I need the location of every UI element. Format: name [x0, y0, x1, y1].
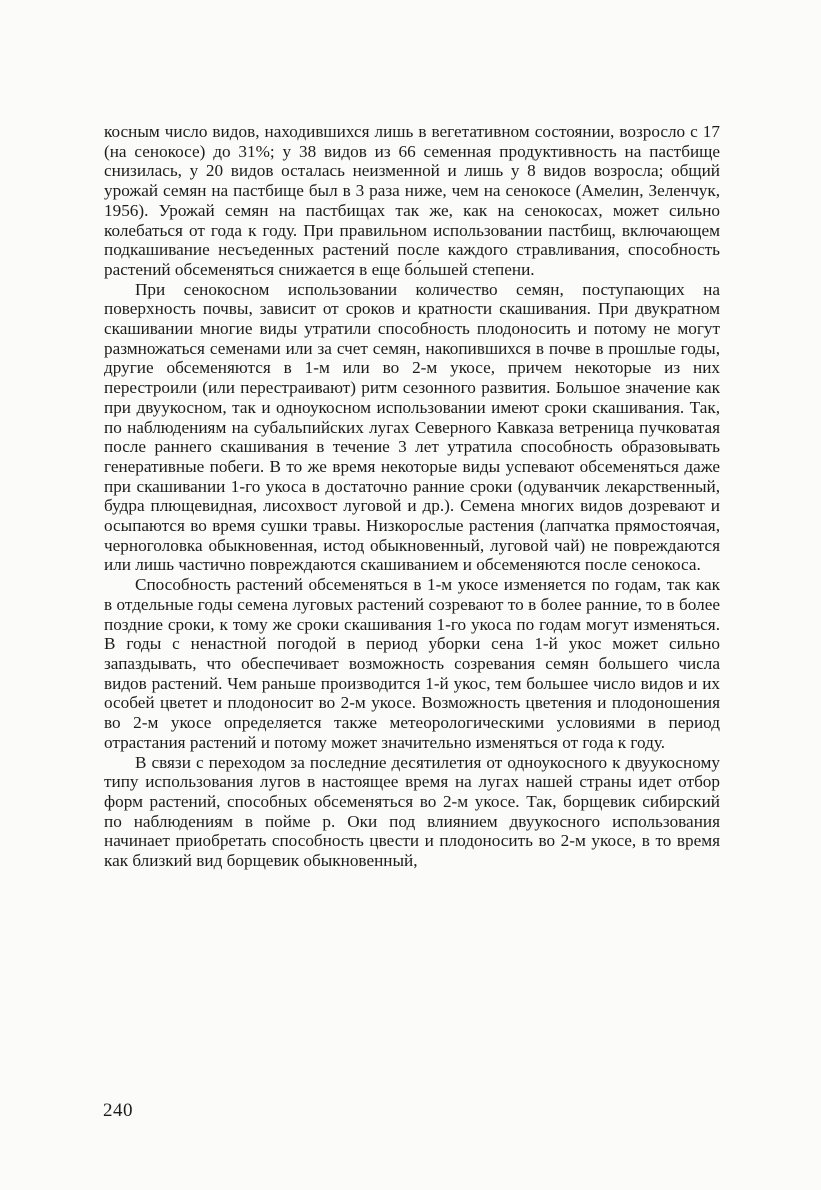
page-number: 240 [103, 1100, 133, 1121]
paragraph-continuation: косным число видов, находившихся лишь в вегетативном состоянии, возросло с 17 (на сенокосе) до 31%; у 38 видов из 66 семенная продуктивность на пастбище снизилась, у 20 видов осталась неизменной и лишь у 8 видов возросла; общий урожай семян на пастбище был в 3 раза ниже, чем на сенокосе (Амелин, Зеленчук, 1956). Урожай семян на пастбищах так же, как на сенокосах, может сильно колебаться от года к году. При правильном использовании пастбищ, включающем подкашивание несъеденных растений после каждого стравливания, способность растений обсеменяться снижается в еще бо́льшей степени. [104, 122, 720, 279]
paragraph-transition: В связи с переходом за последние десятилетия от одноукосного к двуукосному типу использования лугов в настоящее время на лугах нашей страны идет отбор форм растений, способных обсеменяться во 2-м укосе. Так, борщевик сибирский по наблюдениям в пойме р. Оки под влиянием двуукосного использования начинает приобретать способность цвести и плодоносить во 2-м укосе, в то время как близкий вид борщевик обыкновенный, [104, 752, 720, 871]
body-text [104, 122, 720, 871]
paragraph-first-cut: Способность растений обсеменяться в 1-м укосе изменяется по годам, так как в отдельные годы семена луговых растений созревают то в более ранние, то в более поздние сроки, к тому же сроки скашивания 1-го укоса по годам могут изменяться. В годы с ненастной погодой в период уборки сена 1-й укос может сильно запаздывать, что обеспечивает возможность созревания семян большего числа видов растений. Чем раньше производится 1-й укос, тем большее число видов и их особей цветет и плодоносит во 2-м укосе. Возможность цветения и плодоношения во 2-м укосе определяется также метеорологическими условиями в период отрастания растений и потому может значительно изменяться от года к году. [104, 575, 720, 752]
paragraph-haymaking-use: При сенокосном использовании количество семян, поступающих на поверхность почвы, зависит от сроков и кратности скашивания. При двукратном скашивании многие виды утратили способность плодоносить и потому не могут размножаться семенами или за счет семян, накопившихся в почве в прошлые годы, другие обсеменяются в 1-м или во 2-м укосе, причем некоторые из них перестроили (или перестраивают) ритм сезонного развития. Большое значение как при двуукосном, так и одноукосном использовании имеют сроки скашивания. Так, по наблюдениям на субальпийских лугах Северного Кавказа ветреница пучковатая после раннего скашивания в течение 3 лет утратила способность образовывать генеративные побеги. В то же время некоторые виды успевают обсеменяться даже при скашивании 1-го укоса в достаточно ранние сроки (одуванчик лекарственный, будра плющевидная, лисохвост луговой и др.). Семена многих видов дозревают и осыпаются во время сушки травы. Низкорослые растения (лапчатка прямостоячая, черноголовка обыкновенная, истод обыкновенный, луговой чай) не повреждаются или лишь частично повреждаются скашиванием и обсеменяются после сенокоса. [104, 279, 720, 575]
